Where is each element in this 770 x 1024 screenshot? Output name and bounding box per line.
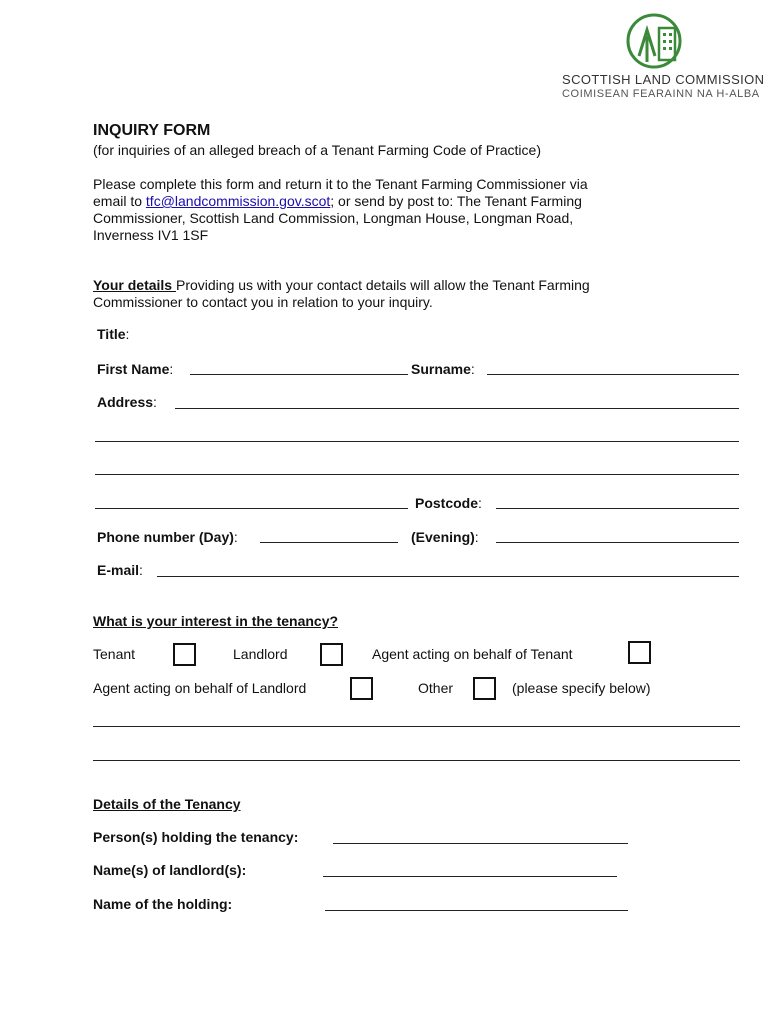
agent-tenant-label: Agent acting on behalf of Tenant <box>372 646 573 662</box>
email-label: E-mail: <box>97 562 143 578</box>
other-checkbox[interactable] <box>473 677 496 700</box>
postcode-field[interactable] <box>496 508 739 509</box>
page-subtitle: (for inquiries of an alleged breach of a Tenant Farming Code of Practice) <box>93 142 541 158</box>
first-name-field[interactable] <box>190 374 408 375</box>
first-name-label: First Name: <box>97 361 174 377</box>
postcode-label: Postcode: <box>415 495 482 511</box>
other-specify-field-1[interactable] <box>93 726 740 727</box>
your-details-line-1 <box>93 277 590 293</box>
agent-tenant-checkbox[interactable] <box>628 641 651 664</box>
persons-field[interactable] <box>333 843 628 844</box>
agent-landlord-checkbox[interactable] <box>350 677 373 700</box>
your-details-line-2: Commissioner to contact you in relation to your inquiry. <box>93 294 433 310</box>
persons-label: Person(s) holding the tenancy: <box>93 829 299 845</box>
holding-label: Name of the holding: <box>93 896 233 912</box>
intro-line-3: Commissioner, Scottish Land Commission, Longman House, Longman Road, <box>93 210 574 226</box>
email-field[interactable] <box>157 576 739 577</box>
your-details-heading: Your details <box>93 277 176 293</box>
holding-field[interactable] <box>325 910 628 911</box>
org-name-gaelic: COIMISEAN FEARAINN NA H-ALBA <box>562 88 760 100</box>
your-details-text-1: Providing us with your contact details will allow the Tenant Farming <box>175 277 590 293</box>
logo <box>625 12 685 72</box>
tenancy-heading: Details of the Tenancy <box>93 796 241 812</box>
email-link[interactable]: tfc@landcommission.gov.scot <box>145 193 331 209</box>
intro-line-4: Inverness IV1 1SF <box>93 227 209 243</box>
landlord-label: Landlord <box>233 646 288 662</box>
title-label: Title: <box>97 326 130 342</box>
address-field-1[interactable] <box>175 408 739 409</box>
surname-label: Surname: <box>411 361 475 377</box>
intro-line-2 <box>93 193 582 209</box>
intro-line-1: Please complete this form and return it to the Tenant Farming Commissioner via <box>93 176 588 192</box>
other-label: Other <box>418 680 454 696</box>
phone-day-field[interactable] <box>260 542 398 543</box>
org-name: SCOTTISH LAND COMMISSION <box>562 72 765 87</box>
address-field-2[interactable] <box>95 441 739 442</box>
landlords-label: Name(s) of landlord(s): <box>93 862 247 878</box>
phone-evening-label: (Evening): <box>411 529 479 545</box>
agent-landlord-label: Agent acting on behalf of Landlord <box>93 680 307 696</box>
land-commission-logo-icon <box>625 12 685 72</box>
other-specify-field-2[interactable] <box>93 760 740 761</box>
phone-evening-field[interactable] <box>496 542 739 543</box>
address-field-4[interactable] <box>95 508 408 509</box>
landlords-field[interactable] <box>323 876 617 877</box>
phone-day-label: Phone number (Day): <box>97 529 238 545</box>
interest-heading: What is your interest in the tenancy? <box>93 613 339 629</box>
address-field-3[interactable] <box>95 474 739 475</box>
intro-email-prefix: email to <box>93 193 146 209</box>
surname-field[interactable] <box>487 374 739 375</box>
landlord-checkbox[interactable] <box>320 643 343 666</box>
tenant-checkbox[interactable] <box>173 643 196 666</box>
address-label: Address: <box>97 394 157 410</box>
other-note: (please specify below) <box>512 680 651 696</box>
intro-email-suffix: ; or send by post to: The Tenant Farming <box>330 193 582 209</box>
page-title: INQUIRY FORM <box>93 122 211 139</box>
tenant-label: Tenant <box>93 646 136 662</box>
